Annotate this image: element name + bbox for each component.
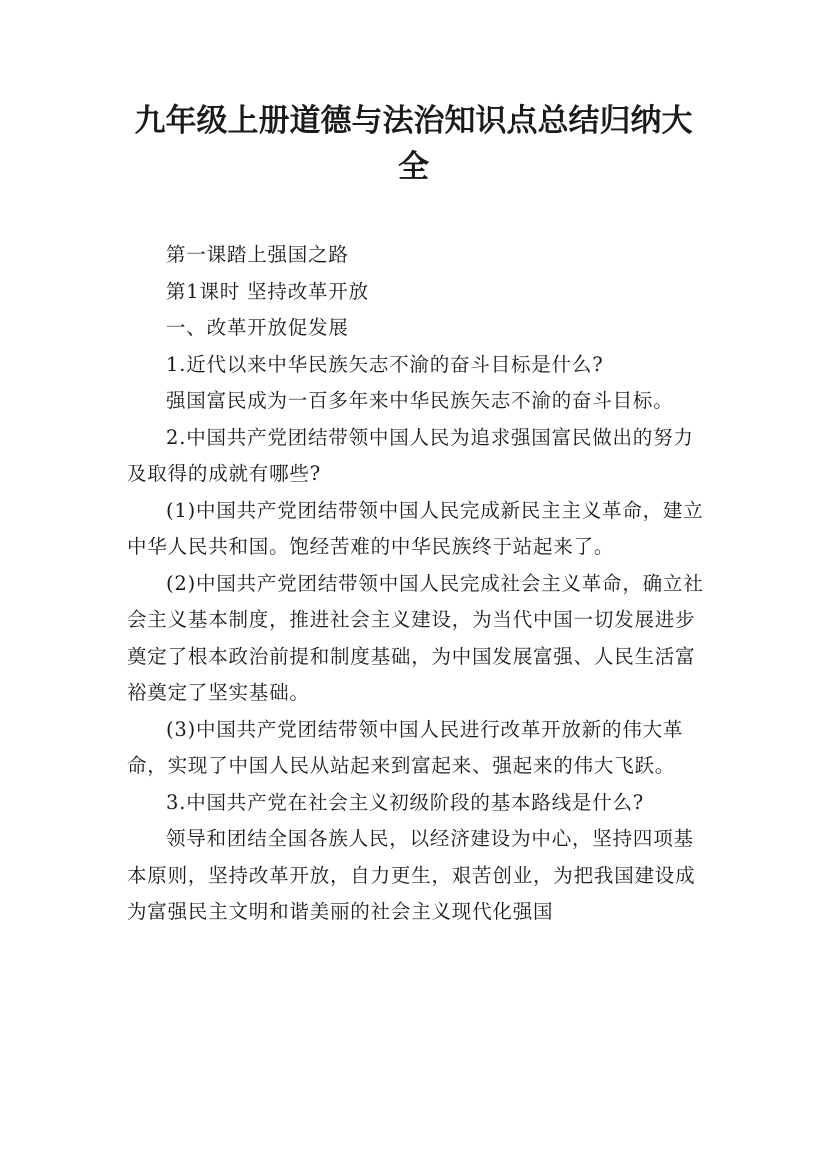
lesson-heading: 第一课踏上强国之路 [166,243,349,266]
period-heading: 第1课时 坚持改革开放 [166,279,369,303]
answer-3: 领导和团结全国各族人民，以经济建设为中心，坚持四项基本原则，坚持改革开放，自力更生，艰苦创业，为把我国建设成为富强民主文明和谐美丽的社会主义现代化强国 [127,827,696,923]
document-title [120,98,707,190]
question-2: 2.中国共产党团结带领中国人民为追求强国富民做出的努力及取得的成就有哪些? [127,425,694,485]
section-heading: 一、改革开放促发展 [166,316,349,339]
answer-2-item-3: (3)中国共产党团结带领中国人民进行改革开放新的伟大革命，实现了中国人民从站起来到富起来、强起来的伟大飞跃。 [127,717,684,777]
document-body [127,237,705,931]
question-3: 3.中国共产党在社会主义初级阶段的基本路线是什么? [166,790,645,814]
title-line-1: 九年级上册道德与法治知识点总结归纳大 [134,103,693,139]
answer-2-item-2: (2)中国共产党团结带领中国人民完成社会主义革命，确立社会主义基本制度，推进社会主义建设，为当代中国一切发展进步奠定了根本政治前提和制度基础，为中国发展富强、人民生活富裕奠定了坚实基础。 [127,571,704,704]
answer-1: 强国富民成为一百多年来中华民族矢志不渝的奋斗目标。 [166,389,674,412]
question-1: 1.近代以来中华民族矢志不渝的奋斗目标是什么? [166,352,604,376]
title-line-2: 全 [398,149,429,185]
answer-2-item-1: (1)中国共产党团结带领中国人民完成新民主主义革命，建立中华人民共和国。饱经苦难的中华民族终于站起来了。 [127,498,704,558]
